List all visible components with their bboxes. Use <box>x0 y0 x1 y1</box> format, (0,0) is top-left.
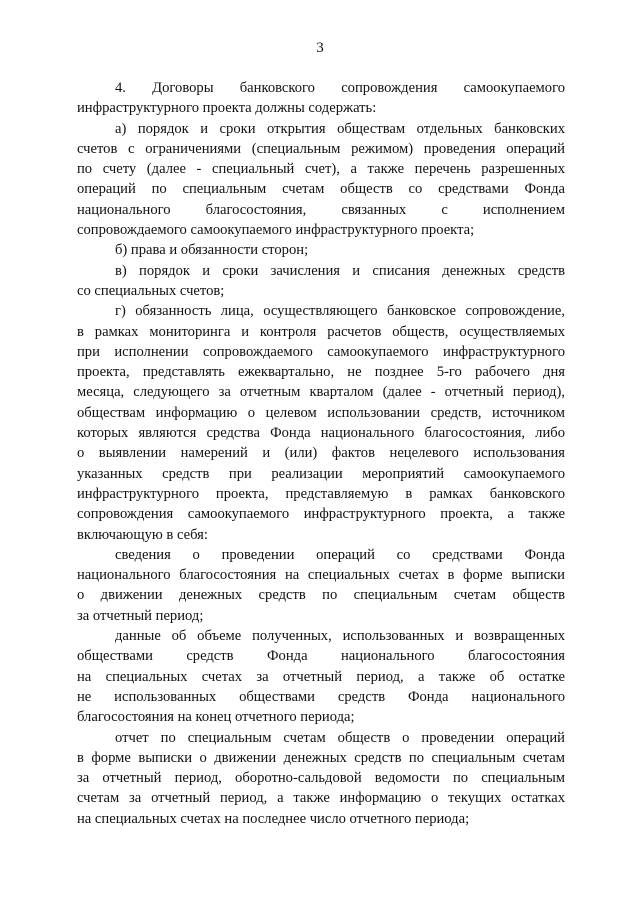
text-line: не использованных обществами средств Фонда национального <box>77 688 565 705</box>
text-line: о выявлении намерений и (или) фактов нецелевого использования <box>77 445 565 462</box>
text-line: 4. Договоры банковского сопровождения самоокупаемого <box>115 80 565 96</box>
text-line: со специальных счетов; <box>77 282 225 299</box>
page-number: 3 <box>316 40 324 56</box>
text-line: в рамках мониторинга и контроля расчетов обществ, осуществляемых <box>77 323 565 340</box>
text-line: обществам информацию о целевом использовании средств, источником <box>77 404 565 421</box>
paragraph <box>77 728 565 829</box>
text-line: сведения о проведении операций со средствами Фонда <box>115 546 565 563</box>
text-line: обществами средств Фонда национального благосостояния <box>77 648 565 665</box>
text-line: на специальных счетах за отчетный период, а также об остатке <box>77 668 565 685</box>
text-line: инфраструктурного проекта, представляемую в рамках банковского <box>77 485 565 502</box>
text-line: проекта, представлять ежеквартально, не позднее 5-го рабочего дня <box>77 364 565 381</box>
text-line: б) права и обязанности сторон; <box>115 242 309 259</box>
text-line: на специальных счетах на последнее число отчетного периода; <box>77 810 470 827</box>
text-line: в форме выписки о движении денежных средств по специальным счетам <box>77 749 565 766</box>
paragraph <box>77 78 565 119</box>
text-line: счетов с ограничениями (специальным режимом) проведения операций <box>77 140 565 157</box>
text-line: указанных средств при реализации мероприятий самоокупаемого <box>77 465 565 482</box>
paragraph <box>77 261 565 302</box>
paragraph <box>77 545 565 626</box>
text-line: национального благосостояния, связанных с исполнением <box>77 201 565 218</box>
text-line: сопровождаемого самоокупаемого инфраструктурного проекта; <box>77 222 475 239</box>
text-line: а) порядок и сроки открытия обществам отдельных банковских <box>115 120 565 137</box>
text-line: за отчетный период, оборотно-сальдовой ведомости по специальным <box>77 770 565 787</box>
text-line: сопровождения самоокупаемого инфраструктурного проекта, а также <box>77 506 565 523</box>
text-line: счетам за отчетный период, а также информацию о текущих остатках <box>77 790 565 807</box>
text-line: инфраструктурного проекта должны содержать: <box>77 100 377 117</box>
text-line: по счету (далее - специальный счет), а также перечень разрешенных <box>77 161 565 178</box>
text-line: которых являются средства Фонда национального благосостояния, либо <box>77 425 565 442</box>
document-body <box>77 78 565 829</box>
text-line: данные об объеме полученных, использованных и возвращенных <box>115 628 565 645</box>
text-line: г) обязанность лица, осуществляющего банковское сопровождение, <box>115 303 565 320</box>
text-line: в) порядок и сроки зачисления и списания денежных средств <box>115 262 565 279</box>
text-line: за отчетный период; <box>77 607 204 624</box>
paragraph <box>77 301 565 545</box>
paragraph <box>77 626 565 727</box>
text-line: операций по специальным счетам обществ со средствами Фонда <box>77 181 565 198</box>
paragraph <box>77 119 565 241</box>
text-line: отчет по специальным счетам обществ о проведении операций <box>115 729 565 746</box>
text-line: национального благосостояния на специальных счетах в форме выписки <box>77 567 565 584</box>
text-line: при исполнении сопровождаемого самоокупаемого инфраструктурного <box>77 343 565 360</box>
text-line: включающую в себя: <box>77 526 208 543</box>
paragraph <box>77 240 565 260</box>
text-line: о движении денежных средств по специальным счетам обществ <box>77 587 565 604</box>
text-line: месяца, следующего за отчетным кварталом (далее - отчетный период), <box>77 384 565 401</box>
text-line: благосостояния на конец отчетного периода; <box>77 709 355 726</box>
